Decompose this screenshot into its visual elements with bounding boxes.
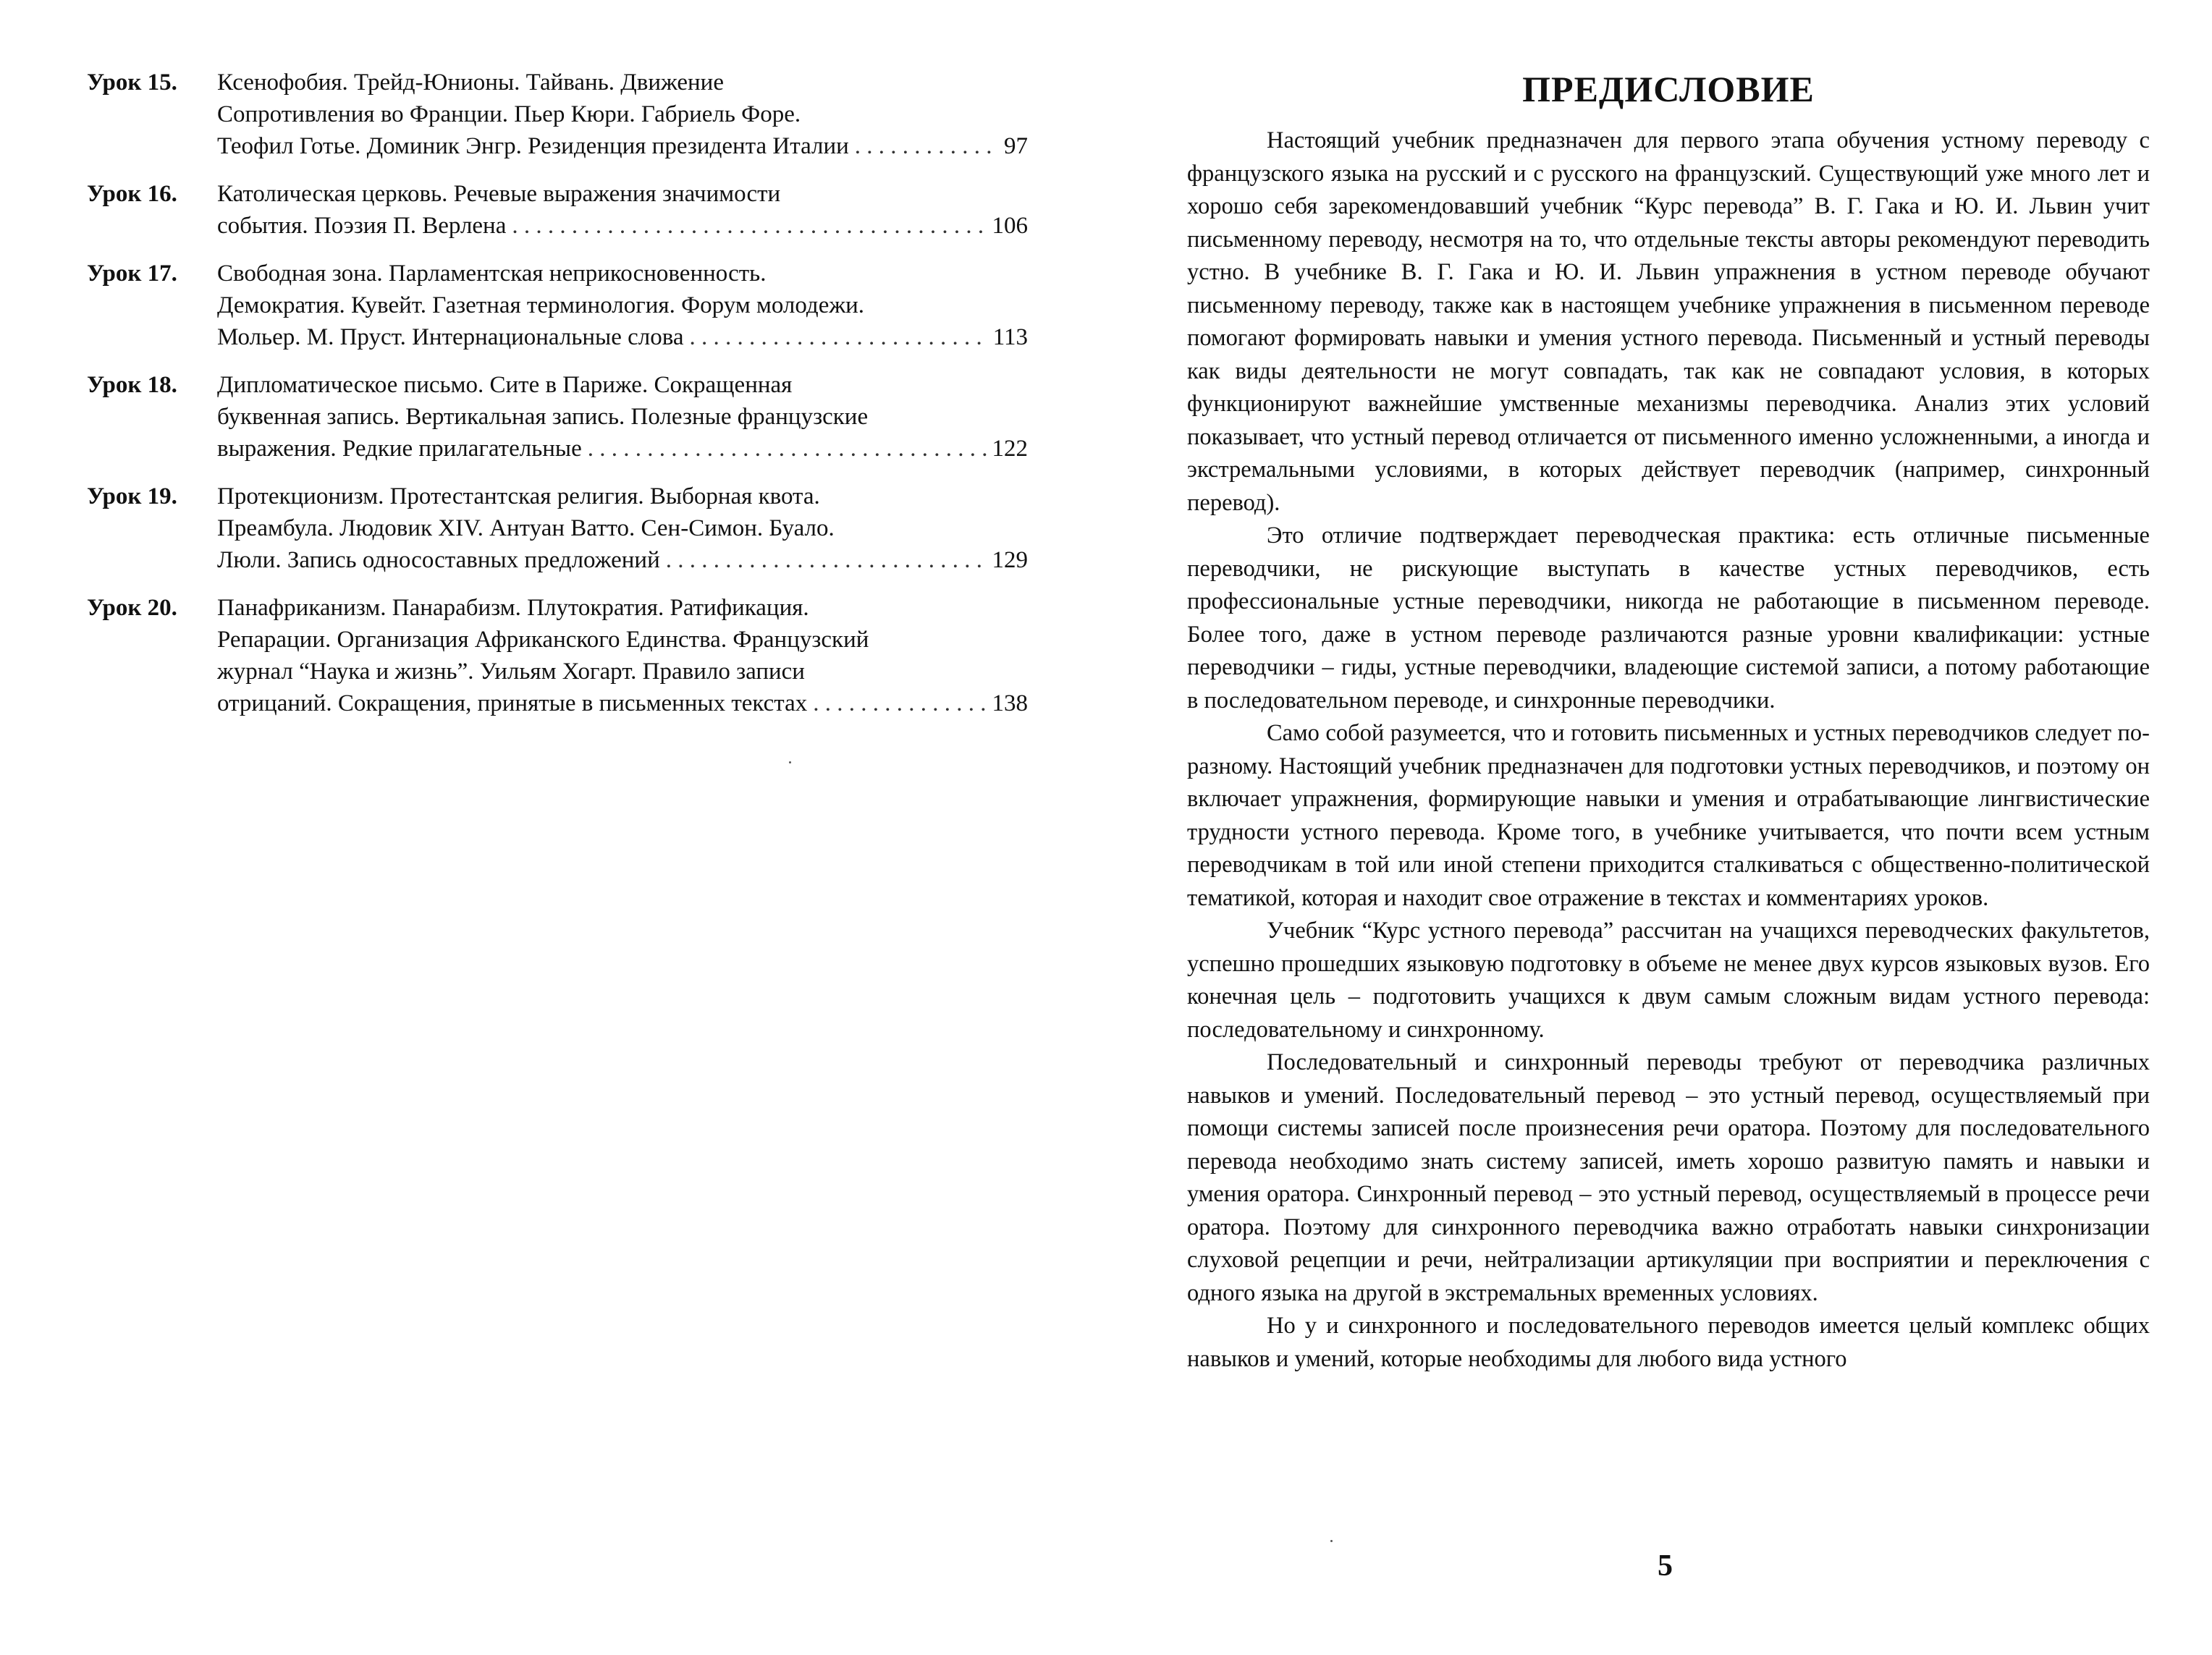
- toc-dot-leader: [588, 433, 987, 465]
- toc-lesson-topics: [217, 67, 1028, 162]
- toc-topic-line: события. Поэзия П. Верлена: [217, 213, 507, 239]
- toc-dot-leader: [690, 321, 987, 353]
- toc-topic-line: Теофил Готье. Доминик Энгр. Резиденция президента Италии: [217, 133, 849, 159]
- toc-entry: [87, 258, 1028, 353]
- toc-page-number: 97: [1004, 133, 1028, 159]
- toc-topic-line: Сопротивления во Франции. Пьер Кюри. Габриель Форе.: [217, 101, 801, 127]
- page-number: 5: [1658, 1549, 1673, 1583]
- preface-paragraph-4: Учебник “Курс устного перевода” рассчитан на учащихся переводческих факультетов, успешно прошедших языковую подготовку в объеме не менее двух курсов языковых вузов. Его конечная цель – подготовить учащихся к двум самым сложным видам устного перевода: последовательному и синхронному.: [1187, 918, 2150, 1043]
- toc-lesson-topics: [217, 178, 1028, 242]
- toc-dot-leader: [666, 544, 987, 576]
- toc-topic-line: Дипломатическое письмо. Сите в Париже. Сокращенная: [217, 372, 793, 398]
- preface-paragraph-6: Но у и синхронного и последовательного переводов имеется целый комплекс общих навыков и умений, которые необходимы для любого вида устного: [1187, 1313, 2150, 1372]
- toc-topic-line: Ксенофобия. Трейд-Юнионы. Тайвань. Движение: [217, 69, 724, 96]
- scan-speck: [1330, 1540, 1333, 1542]
- toc-topic-line: Протекционизм. Протестантская религия. Выборная квота.: [217, 483, 820, 509]
- toc-topic-line: Панафриканизм. Панарабизм. Плутократия. Ратификация.: [217, 595, 809, 621]
- preface-section: [1187, 65, 2150, 1376]
- toc-topic-line: Свободная зона. Парламентская неприкосновенность.: [217, 261, 767, 287]
- toc-lesson-label: Урок 19.: [87, 483, 177, 509]
- toc-lesson-label: Урок 17.: [87, 261, 177, 287]
- toc-page-number: 122: [992, 436, 1028, 462]
- toc-page-number: 106: [992, 213, 1028, 239]
- preface-paragraph-3: Само собой разумеется, что и готовить письменных и устных переводчиков следует по-разному. Настоящий учебник предназначен для подготовки устных переводчиков, и поэтому он включает упражнения, формирующие навыки и умения и отрабатывающие лингвистические трудности устного перевода. Кроме того, в учебнике учитывается, что почти всем устным переводчикам в той или иной степени приходится сталкиваться с общественно-политической тематикой, которая и находит свое отражение в текстах и комментариях уроков.: [1187, 720, 2150, 911]
- toc-topic-final-line: [217, 321, 1028, 353]
- toc-dot-leader: [813, 687, 986, 719]
- toc-topic-line: Преамбула. Людовик XIV. Антуан Ватто. Сен-Симон. Буало.: [217, 515, 835, 541]
- toc-topic-final-line: [217, 687, 1028, 719]
- toc-dot-leader: [855, 130, 998, 162]
- toc-page-number: 129: [992, 547, 1028, 573]
- scan-speck: [789, 761, 791, 763]
- toc-entry: [87, 481, 1028, 576]
- toc-entry: [87, 178, 1028, 242]
- toc-lesson-label: Урок 20.: [87, 595, 177, 621]
- toc-topic-line: Мольер. М. Пруст. Интернациональные слова: [217, 324, 684, 350]
- toc-lesson-label: Урок 16.: [87, 181, 177, 207]
- toc-entry: [87, 67, 1028, 162]
- toc-lesson-topics: [217, 258, 1028, 353]
- preface-paragraph-1: Настоящий учебник предназначен для первого этапа обучения устному переводу с французского языка на русский и с русского на французский. Существующий уже много лет и хорошо себя зарекомендовавший учебник “Курс перевода” В. Г. Гака и Ю. И. Львин учит письменному переводу, несмотря на то, что отдельные тексты авторы рекомендуют переводить устно. В учебнике В. Г. Гака и Ю. И. Львин упражнения в устном переводе обучают письменному переводу, также как в настоящем учебнике упражнения в письменном переводе помогают формировать навыки и умения устного перевода. Письменный и устный переводы как виды деятельности не могут совпадать, так как не совпадают условия, в которых функционируют важнейшие умственные механизмы переводчика. Анализ этих условий показывает, что устный перевод отличается от письменного именно усложненными, а иногда и экстремальными условиями, в которых действует переводчик (например, синхронный перевод).: [1187, 127, 2150, 516]
- toc-lesson-topics: [217, 369, 1028, 465]
- toc-lesson-label: Урок 18.: [87, 372, 177, 398]
- toc-topic-line: выражения. Редкие прилагательные: [217, 436, 582, 462]
- preface-title: ПРЕДИСЛОВИЕ: [1522, 69, 1815, 109]
- table-of-contents: [87, 67, 1028, 735]
- toc-topic-final-line: [217, 210, 1028, 242]
- toc-topic-line: Демократия. Кувейт. Газетная терминология. Форум молодежи.: [217, 292, 865, 318]
- preface-paragraph-5: Последовательный и синхронный переводы требуют от переводчика различных навыков и умений. Последовательный перевод – это устный перевод, осуществляемый при помощи системы записей после произнесения речи оратора. Поэтому для последовательного перевода необходимо знать систему записей, иметь хорошо развитую память и навыки и умения оратора. Синхронный перевод – это устный перевод, осуществляемый в процессе речи оратора. Поэтому для синхронного переводчика важно отработать навыки синхронизации слуховой рецепции и речи, нейтрализации артикуляции при восприятии и переключения с одного языка на другой в экстремальных временных условиях.: [1187, 1049, 2150, 1306]
- toc-page-number: 138: [992, 690, 1028, 716]
- toc-page-number: 113: [992, 324, 1028, 350]
- toc-topic-line: Люли. Запись односоставных предложений: [217, 547, 660, 573]
- toc-topic-line: Репарации. Организация Африканского Единства. Французский: [217, 627, 869, 653]
- toc-dot-leader: [512, 210, 986, 242]
- toc-entry: [87, 592, 1028, 719]
- toc-topic-line: отрицаний. Сокращения, принятые в письменных текстах: [217, 690, 808, 716]
- toc-lesson-topics: [217, 592, 1028, 719]
- preface-paragraph-2: Это отличие подтверждает переводческая практика: есть отличные письменные переводчики, не рискующие выступать в качестве устных переводчиков, есть профессиональные устные переводчики, никогда не работающие в письменном переводе. Более того, даже в устном переводе различаются разные уровни квалификации: устные переводчики – гиды, устные переводчики, владеющие системой записи, а потому работающие в последовательном переводе, и синхронные переводчики.: [1187, 522, 2150, 714]
- toc-topic-final-line: [217, 130, 1028, 162]
- toc-topic-line: Католическая церковь. Речевые выражения значимости: [217, 181, 781, 207]
- toc-topic-final-line: [217, 544, 1028, 576]
- toc-lesson-label: Урок 15.: [87, 69, 177, 96]
- toc-topic-final-line: [217, 433, 1028, 465]
- toc-entry: [87, 369, 1028, 465]
- toc-lesson-topics: [217, 481, 1028, 576]
- toc-topic-line: буквенная запись. Вертикальная запись. Полезные французские: [217, 404, 869, 430]
- toc-topic-line: журнал “Наука и жизнь”. Уильям Хогарт. Правило записи: [217, 659, 805, 685]
